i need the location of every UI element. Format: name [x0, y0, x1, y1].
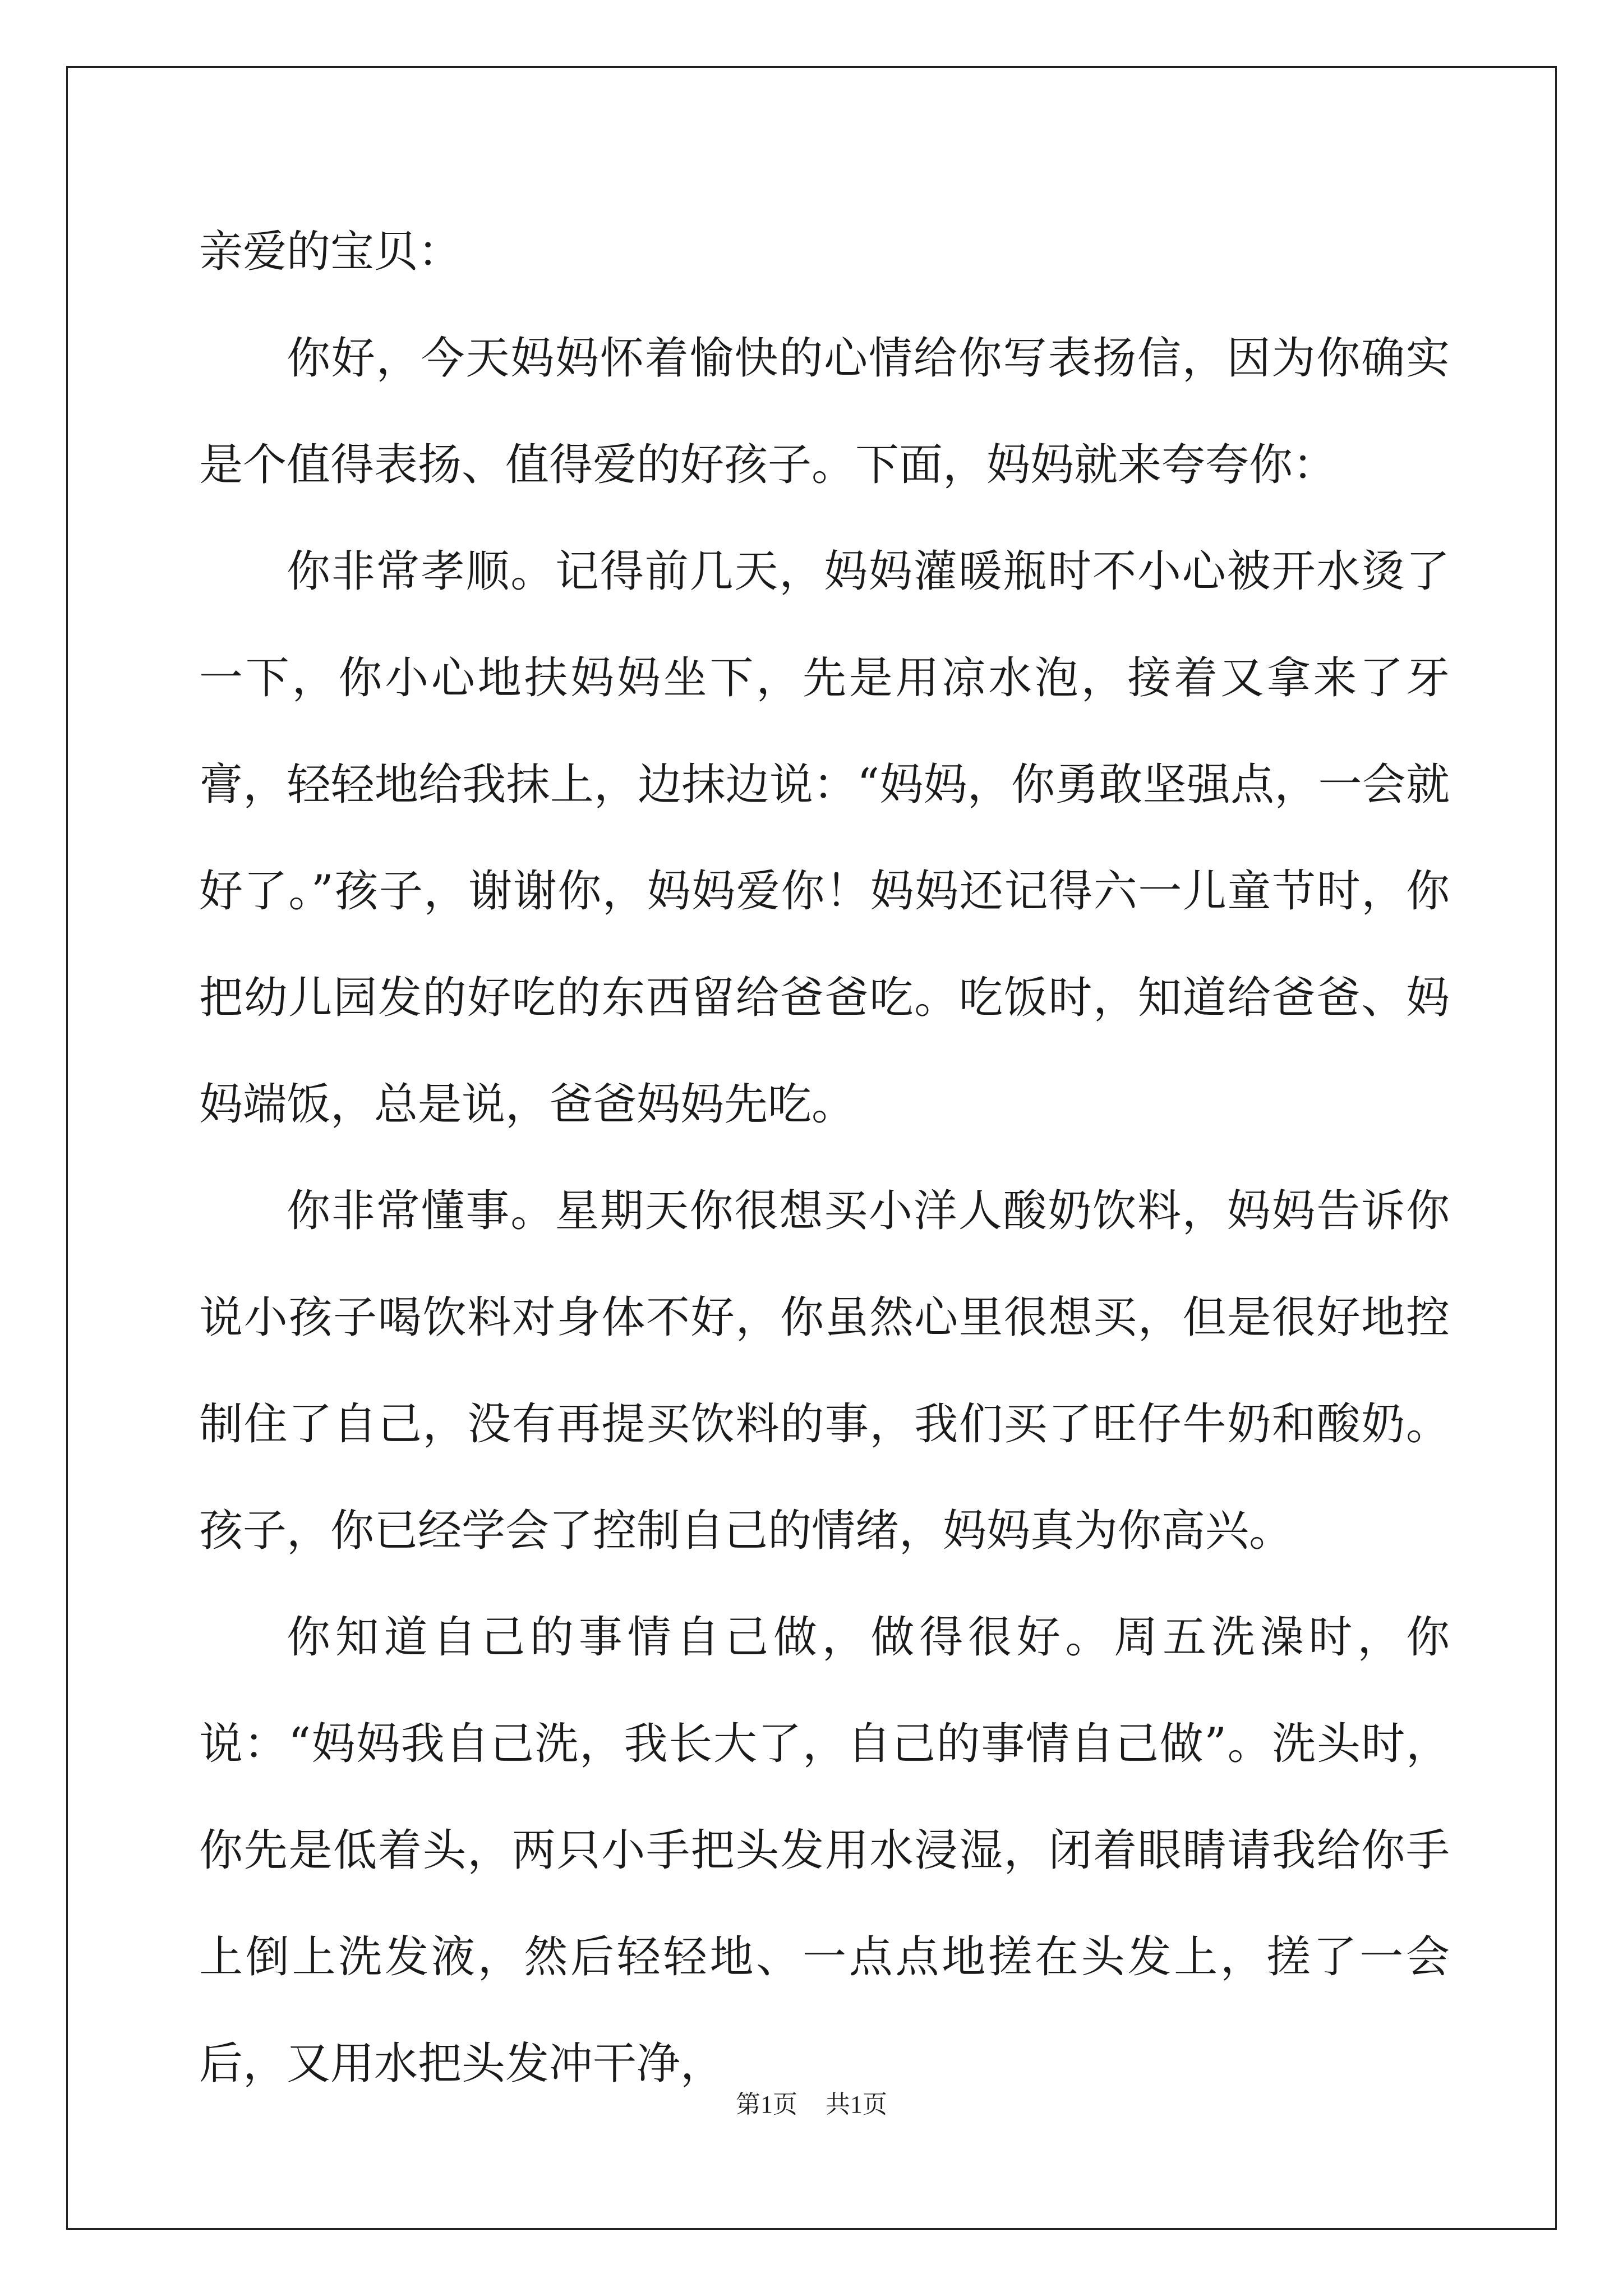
page-footer — [0, 2084, 1623, 2120]
paragraph-greeting: 你好，今天妈妈怀着愉快的心情给你写表扬信，因为你确实是个值得表扬、值得爱的好孩子。下面，妈妈就来夸夸你： — [199, 333, 1450, 490]
paragraph-filial: 你非常孝顺。记得前几天，妈妈灌暖瓶时不小心被开水烫了一下，你小心地扶妈妈坐下，先是用凉水泡，接着又拿来了牙膏，轻轻地给我抹上，边抹边说：“妈妈，你勇敢坚强点，一会就好了。”孩子，谢谢你，妈妈爱你！妈妈还记得六一儿童节时，你把幼儿园发的好吃的东西留给爸爸吃。吃饭时，知道给爸爸、妈妈端饭，总是说，爸爸妈妈先吃。 — [199, 546, 1450, 1130]
paragraph-sensible: 你非常懂事。星期天你很想买小洋人酸奶饮料，妈妈告诉你说小孩子喝饮料对身体不好，你虽然心里很想买，但是很好地控制住了自己，没有再提买饮料的事，我们买了旺仔牛奶和酸奶。孩子，你已经学会了控制自己的情绪，妈妈真为你高兴。 — [199, 1186, 1450, 1556]
paragraph-independent: 你知道自己的事情自己做，做得很好。周五洗澡时，你说：“妈妈我自己洗，我长大了，自己的事情自己做”。洗头时，你先是低着头，两只小手把头发用水浸湿，闭着眼睛请我给你手上倒上洗发液，然后轻轻地、一点点地搓在头发上，搓了一会后，又用水把头发冲干净， — [199, 1612, 1450, 2089]
letter-body — [199, 199, 1450, 2117]
salutation: 亲爱的宝贝： — [199, 227, 462, 277]
page-number: 第1页 — [736, 2091, 797, 2118]
page-total: 共1页 — [826, 2091, 887, 2118]
